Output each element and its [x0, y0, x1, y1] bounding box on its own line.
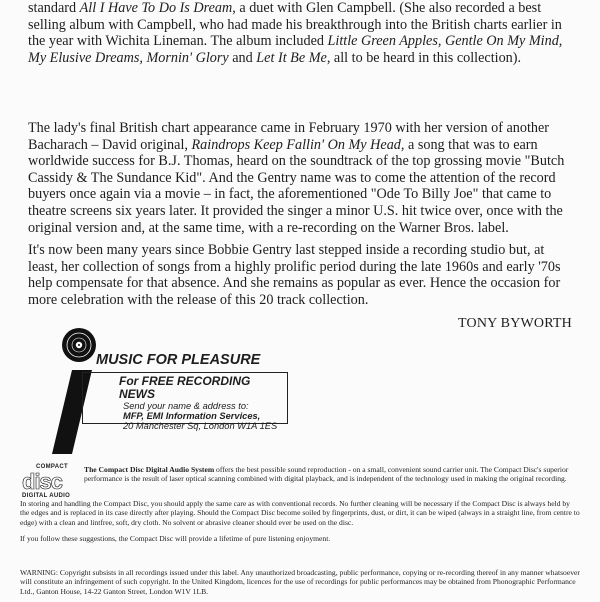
text: , a song that was to earn worldwide success for B.J. Thomas, heard on the soundtrack of the top grossing movie "Butch Cassidy & The Sundance Kid". And the Gentry name was to come the attention of the record buyers once again via a movie – in fact, the aforementioned "Ode To Billy Joe" that came to theatre screens six years later. It provided the singer a minor U.S. hit twice over, once with the original version and, at the same time, with a re-recording on the Warner Bros. label.: [28, 136, 565, 236]
mfp-line: 20 Manchester Sq, London W1A 1ES: [123, 421, 278, 432]
cd-care-note: In storing and handling the Compact Disc, you should apply the same care as with conventional records. No further cleaning will be necessary if the Compact Disc is always held by the edges and is replaced in its case directly after playing. Should the Compact Disc become soiled by fingerprints, dust, or dirt, it can be wiped (always in a straight line, from centre to edge) with a clean and lintfree, soft, dry cloth. No solvent or abrasive cleaner should ever be used on the disc.: [20, 499, 580, 527]
text: and: [228, 49, 257, 66]
text: standard: [28, 0, 80, 16]
cd-logo-top: COMPACT: [36, 464, 68, 470]
cd-logo-disc: disc: [22, 469, 63, 494]
mfp-info-box: [82, 372, 288, 432]
author-signature: TONY BYWORTH: [458, 316, 572, 331]
paragraph-closing: It's now been many years since Bobbie Gentry last stepped inside a recording studio but, at least, her collection of songs from a highly prolific period during the late 1960s and early '70s help compensate for that absence. And she remains as popular as ever. Hence the occasion for more celebration with the release of this 20 track collection.: [28, 242, 561, 308]
text: The lady's final British chart appearance came in February 1970 with her version of another Bacharach – David original,: [28, 120, 550, 153]
mfp-logo: [50, 326, 290, 456]
mfp-title: MUSIC FOR PLEASURE: [96, 352, 261, 368]
paragraph-campbell: [28, 0, 576, 66]
compact-disc-logo: [22, 464, 78, 504]
cd-system-note: [84, 465, 580, 484]
text: , a duet with Glen Campbell. (She also recorded a best selling album with Campbell, who had made his breakthrough into the British charts earlier in the year with Wichita Lineman. The album included: [28, 0, 562, 50]
cd-logo-bottom: DIGITAL AUDIO: [22, 493, 71, 499]
cd-system-name: The Compact Disc Digital Audio System: [84, 465, 215, 474]
song-titles: Little Green Apples, Gentle On My Mind, My Elusive Dreams, Mornin' Glory: [28, 33, 563, 66]
mfp-line: Send your name & address to:: [123, 401, 249, 411]
cd-enjoyment-note: If you follow these suggestions, the Compact Disc will provide a lifetime of pure listening enjoyment.: [20, 534, 331, 543]
song-title: Let It Be Me: [256, 49, 327, 66]
mfp-address-bold: MFP, EMI Information Services,: [123, 411, 261, 422]
mfp-news-heading: For FREE RECORDING NEWS: [119, 374, 251, 401]
mfp-line: [123, 411, 287, 421]
song-title: All I Have To Do Is Dream: [79, 0, 233, 16]
copyright-warning: WARNING: Copyright subsists in all recordings issued under this label. Any unauthorized broadcasting, public performance, copying or re-recording thereof in any manner whatsoever will constitute an infringement of such copyright. In the United Kingdom, licences for the use of recordings for public performances may be obtained from Phonographic Performance Ltd., Ganton House, 14-22 Ganton Street, London W1V 1LB.: [20, 568, 580, 596]
paragraph-raindrops: [28, 120, 576, 236]
text: offers the best possible sound reproduction - on a small, convenient sound carrier unit. The Compact Disc's superior performance is the result of laser optical scanning combined with digital playback, and is independent of the technology used in making the original recording.: [84, 465, 569, 484]
text: , all to be heard in this collection).: [326, 49, 522, 66]
song-title: Raindrops Keep Fallin' On My Head: [191, 136, 401, 153]
